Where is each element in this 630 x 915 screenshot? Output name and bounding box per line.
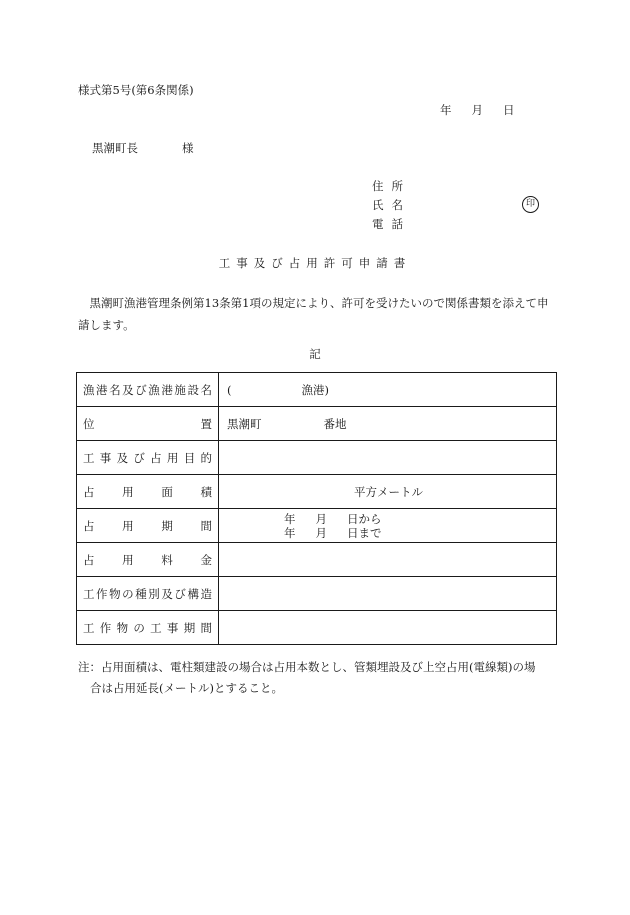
- harbor-close: 漁港): [301, 382, 329, 397]
- row-label: 占用期間: [77, 509, 219, 543]
- fee-cell: [219, 543, 557, 577]
- purpose-cell: [219, 441, 557, 475]
- ki-marker: 記: [309, 347, 321, 361]
- body-text: 黒潮町漁港管理条例第13条第1項の規定により、許可を受けたいので関係書類を添えて申請します。: [78, 296, 549, 332]
- table-row: [77, 475, 557, 509]
- date-day-label: 日: [503, 103, 515, 117]
- construction-period-cell: [219, 611, 557, 645]
- row-label: 工作物の工事期間: [77, 611, 219, 645]
- date-year-label: 年: [440, 103, 452, 117]
- row-label: 占用料金: [77, 543, 219, 577]
- applicant-phone: [372, 216, 411, 232]
- addressee-honorific: 様: [182, 141, 194, 155]
- structure-cell: [219, 577, 557, 611]
- address-label: 住所: [372, 179, 411, 193]
- date-month-label: 月: [471, 103, 483, 117]
- table-row: [77, 373, 557, 407]
- seal-stamp: 印: [522, 196, 539, 213]
- name-label: 氏名: [372, 198, 411, 212]
- table-row: [77, 441, 557, 475]
- row-label: 工事及び占用目的: [77, 441, 219, 475]
- date-line: [440, 102, 515, 118]
- location-cell: [219, 407, 557, 441]
- document-title: 工事及び占用許可申請書: [218, 256, 412, 270]
- footnote-line-1: 注：占用面積は、電柱類建設の場合は占用本数とし、管類埋設及び上空占用(電線類)の場: [78, 660, 536, 674]
- area-cell: [219, 475, 557, 509]
- row-label: 占用面積: [77, 475, 219, 509]
- location-town: 黒潮町: [227, 416, 262, 431]
- row-label: 漁港名及び漁港施設名: [77, 373, 219, 407]
- table-row: [77, 611, 557, 645]
- table-row: [77, 509, 557, 543]
- addressee-name: 黒潮町長: [92, 141, 138, 155]
- table-row: [77, 407, 557, 441]
- applicant-address: [372, 178, 411, 194]
- table-row: [77, 543, 557, 577]
- footnote-line-2: 合は占用延長(メートル)とすること。: [90, 681, 283, 695]
- applicant-name: [372, 197, 411, 213]
- row-label: 工作物の種別及び構造: [77, 577, 219, 611]
- period-to: 年 月 日まで: [284, 525, 382, 540]
- footnote: [78, 657, 558, 699]
- harbor-open: (: [227, 382, 232, 397]
- harbor-name-cell: [219, 373, 557, 407]
- phone-label: 電話: [372, 217, 411, 231]
- area-unit: 平方メートル: [354, 484, 423, 499]
- table-row: [77, 577, 557, 611]
- addressee: [92, 140, 194, 156]
- period-from: 年 月 日から: [284, 511, 382, 526]
- period-cell: [219, 509, 557, 543]
- application-table: [76, 372, 557, 645]
- row-label: 位置: [77, 407, 219, 441]
- form-number: 様式第5号(第6条関係): [78, 83, 194, 97]
- location-banchi: 番地: [323, 416, 347, 431]
